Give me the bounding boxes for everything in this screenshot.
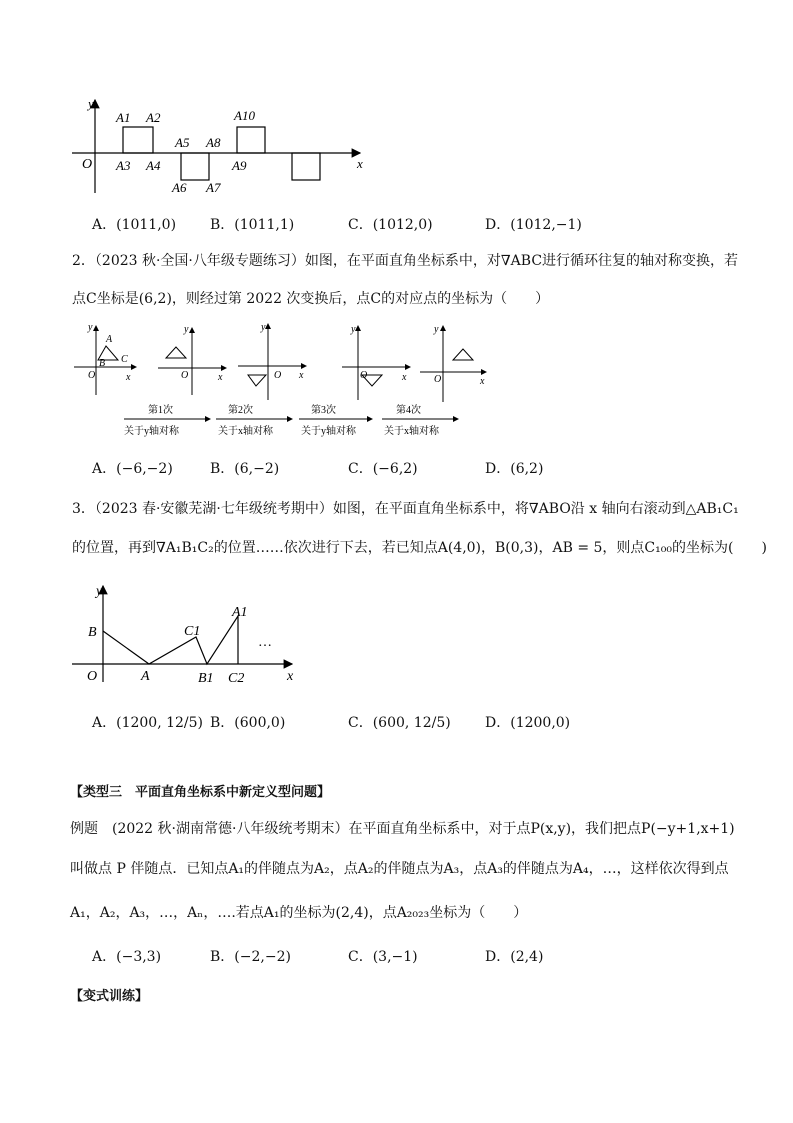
figure-2-reflections xyxy=(66,320,506,445)
q1-option-b[interactable] xyxy=(210,214,294,234)
option-letter: C． xyxy=(348,949,373,965)
fig1-label: A4 xyxy=(146,158,161,173)
option-letter: C． xyxy=(348,461,373,477)
svg-text:O: O xyxy=(181,370,189,381)
option-value: (600, 12/5) xyxy=(372,715,451,731)
section-heading: 【类型三 平面直角坐标系中新定义型问题】 xyxy=(70,785,331,800)
option-letter: B． xyxy=(210,949,235,965)
svg-text:O: O xyxy=(434,374,442,385)
q3-text-line1: 3．（2023 春·安徽芜湖·七年级统考期中）如图，在平面直角坐标系中，将∇ABO沿 x 轴向右滚动到△AB₁C₁ xyxy=(72,501,739,517)
option-letter: B． xyxy=(210,715,235,731)
svg-text:x: x xyxy=(299,370,304,381)
q2-option-d[interactable] xyxy=(485,458,543,478)
ex-option-d[interactable] xyxy=(485,946,543,966)
arrow-4-bottom: 关于x轴对称 xyxy=(384,426,439,437)
option-value: (−3,3) xyxy=(116,949,162,965)
q3-option-c[interactable] xyxy=(348,712,451,732)
option-letter: A． xyxy=(92,949,117,965)
fig3-b1: B1 xyxy=(198,671,214,686)
fig3-a: A xyxy=(141,669,150,684)
svg-text:B: B xyxy=(99,358,106,369)
svg-text:x: x xyxy=(480,376,485,387)
example-line2: 叫做点 P 伴随点．已知点A₁的伴随点为A₂，点A₂的伴随点为A₃，点A₃的伴随点为A₄，…，这样依次得到点 xyxy=(70,861,729,877)
q1-option-c[interactable] xyxy=(348,214,433,234)
option-letter: B． xyxy=(210,217,235,233)
q1-option-a[interactable] xyxy=(92,214,176,234)
fig1-label: A6 xyxy=(172,180,187,195)
option-letter: C． xyxy=(348,217,373,233)
svg-text:O: O xyxy=(88,370,96,381)
option-value: (−2,−2) xyxy=(234,949,291,965)
svg-text:y: y xyxy=(434,324,439,335)
option-letter: B． xyxy=(210,461,235,477)
arrow-1-top: 第1次 xyxy=(148,405,173,416)
svg-text:y: y xyxy=(88,322,93,333)
svg-text:O: O xyxy=(274,370,282,381)
q2-option-c[interactable] xyxy=(348,458,418,478)
option-letter: A． xyxy=(92,461,117,477)
option-letter: A． xyxy=(92,217,117,233)
svg-text:y: y xyxy=(261,322,266,333)
option-value: (1200,0) xyxy=(510,715,571,731)
option-value: (1012,−1) xyxy=(510,217,582,233)
q2-text-line1: 2．（2023 秋·全国·八年级专题练习）如图，在平面直角坐标系中，对∇ABC进行循环往复的轴对称变换，若 xyxy=(72,253,739,269)
svg-text:C: C xyxy=(121,354,128,365)
svg-text:y: y xyxy=(184,324,189,335)
fig1-y: y xyxy=(88,96,94,111)
ex-option-c[interactable] xyxy=(348,946,418,966)
arrow-2-bottom: 关于x轴对称 xyxy=(218,426,273,437)
fig1-x: x xyxy=(357,156,363,171)
option-letter: D． xyxy=(485,217,511,233)
fig3-origin: O xyxy=(87,669,98,684)
fig1-label: A10 xyxy=(234,108,255,123)
option-value: (3,−1) xyxy=(372,949,418,965)
q3-option-b[interactable] xyxy=(210,712,285,732)
figure-1-square-wave xyxy=(60,90,380,200)
figure-3-rolling-triangle xyxy=(70,582,310,692)
option-letter: D． xyxy=(485,461,511,477)
arrow-2-top: 第2次 xyxy=(228,405,253,416)
fig3-b: B xyxy=(88,625,97,640)
ex-option-b[interactable] xyxy=(210,946,291,966)
fig1-label: A5 xyxy=(175,135,190,150)
option-value: (1011,1) xyxy=(234,217,295,233)
svg-text:y: y xyxy=(351,324,356,335)
svg-text:A: A xyxy=(106,334,113,345)
fig3-ellipsis: … xyxy=(258,635,272,650)
fig3-y: y xyxy=(96,584,103,599)
variant-heading: 【变式训练】 xyxy=(70,989,149,1004)
option-letter: C． xyxy=(348,715,373,731)
fig1-label: A3 xyxy=(116,158,131,173)
fig1-label: A9 xyxy=(232,158,247,173)
option-value: (1012,0) xyxy=(372,217,433,233)
q3-option-a[interactable] xyxy=(92,712,203,732)
fig1-label: A1 xyxy=(116,110,131,125)
example-line3: A₁，A₂，A₃，…，Aₙ，….若点A₁的坐标为(2,4)，点A₂₀₂₃坐标为（ ） xyxy=(70,905,528,921)
example-line1: 例题 (2022 秋·湖南常德·八年级统考期末）在平面直角坐标系中，对于点P(x,y)，我们把点P(−y+1,x+1) xyxy=(70,821,735,837)
fig1-label: A7 xyxy=(206,180,221,195)
fig1-label: A2 xyxy=(146,110,161,125)
svg-text:x: x xyxy=(126,372,131,383)
fig3-x: x xyxy=(287,669,294,684)
q2-text-line2: 点C坐标是(6,2)，则经过第 2022 次变换后，点C的对应点的坐标为（ ） xyxy=(72,291,550,307)
option-letter: D． xyxy=(485,715,511,731)
option-value: (−6,−2) xyxy=(116,461,173,477)
option-value: (6,2) xyxy=(510,461,544,477)
fig3-c2: C2 xyxy=(228,671,245,686)
svg-text:x: x xyxy=(402,372,407,383)
option-letter: A． xyxy=(92,715,117,731)
option-value: (−6,2) xyxy=(372,461,418,477)
fig3-c1: C1 xyxy=(184,624,201,639)
option-value: (1200, 12/5) xyxy=(116,715,204,731)
q3-option-d[interactable] xyxy=(485,712,570,732)
svg-text:x: x xyxy=(218,372,223,383)
arrow-1-bottom: 关于y轴对称 xyxy=(124,426,179,437)
option-letter: D． xyxy=(485,949,511,965)
svg-text:O: O xyxy=(360,370,368,381)
arrow-4-top: 第4次 xyxy=(396,405,421,416)
q2-option-a[interactable] xyxy=(92,458,173,478)
q1-option-d[interactable] xyxy=(485,214,582,234)
option-value: (600,0) xyxy=(234,715,286,731)
fig1-label: A8 xyxy=(206,135,221,150)
fig3-a1: A1 xyxy=(232,605,248,620)
option-value: (2,4) xyxy=(510,949,544,965)
ex-option-a[interactable] xyxy=(92,946,161,966)
arrow-3-top: 第3次 xyxy=(311,405,336,416)
arrow-3-bottom: 关于y轴对称 xyxy=(301,426,356,437)
option-value: (6,−2) xyxy=(234,461,280,477)
fig1-origin: O xyxy=(82,157,93,172)
option-value: (1011,0) xyxy=(116,217,177,233)
q3-text-line2: 的位置，再到∇A₁B₁C₂的位置……依次进行下去，若已知点A(4,0)，B(0,3)，AB = 5，则点C₁₀₀的坐标为( ) xyxy=(72,540,767,556)
q2-option-b[interactable] xyxy=(210,458,279,478)
